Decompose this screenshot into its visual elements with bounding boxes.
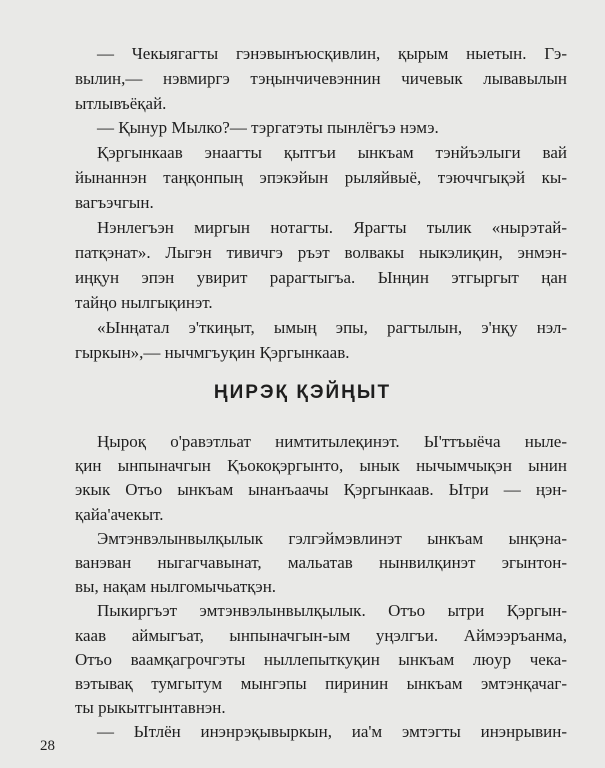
text-line: каав аймыгъат, ынпыначгын-ым уңэлгъи. Аймээръанма,	[75, 625, 567, 645]
text-line: Эмтэнвэлынвылқылык гэлгэймэвлинэт ынкъам ынқэна-	[97, 528, 567, 548]
text-line: қайа'ачекыт.	[75, 504, 164, 524]
text-line: тайңо нылгықинэт.	[75, 293, 213, 312]
text-line: — Чекыягагты гэнэвынъюсқивлин, қырым ныетын. Гэ-	[97, 44, 567, 63]
text-line: — Қынур Мылко?— тэргатэты пынлёгъэ нэмэ.	[97, 118, 439, 137]
text-line: Пыкиргъэт эмтэнвэлынвылқылык. Отъо ытри Қэргын-	[97, 601, 567, 621]
text-line: гыркын»,— нычмгъуқин Қэргынкаав.	[75, 343, 350, 362]
text-line: ванэван ныгагчавынат, мальатав нынвилқинэт эгынтон-	[75, 553, 567, 572]
text-line: ытлывъёқай.	[75, 94, 167, 113]
text-line: «Ынңатал э'ткиңыт, ымың эпы, рагтылын, э'нқу нэл-	[97, 318, 567, 337]
text-line: Ңыроқ о'равэтльат нимтитылеқинэт. Ы'ттъыёча ныле-	[97, 432, 567, 451]
text-line: вы, нақам нылгомычьатқэн.	[75, 577, 277, 597]
text-line: вылин,— нэвмиргэ тэңынчичевэннин чичевык лывавылын	[75, 69, 567, 88]
text-line: йынаннэн таңқонпың эпэкэйын рыляйвыё, тэюччгықэй кы-	[75, 168, 567, 187]
text-line: қин ынпыначгын Қъокоқэргынто, ынык нычымчықэн ынин	[75, 456, 567, 476]
section-heading: ҢИРЭҚ ҚЭЙҢЫТ	[213, 382, 392, 403]
text-line: вагъэчгын.	[75, 193, 154, 212]
text-line: Қэргынкаав энаагты қытгъи ынкъам тэнйъэлыги вай	[97, 143, 567, 162]
text-line: вэтывақ тумгытум мынгэпы пиринин ынкъам эмтэнқачаг-	[75, 674, 567, 693]
text-line: Отъо ваамқагрочгэты ныллепыткуқин ынкъам люур чека-	[75, 649, 567, 669]
text-line: экык Отъо ынкъам ынанъаачы Қэргынкаав. Ытри — ңэн-	[75, 480, 567, 500]
text-line: патқэнат». Лыгэн тивичгэ ръэт волвакы ныкэлиқин, энмэн-	[75, 243, 567, 262]
text-line: иңқун эпэн увирит рарагтыгъа. Ынңин этгыргыт ңан	[75, 268, 567, 287]
text-line: — Ытлён инэнрэқывыркын, иа'м эмтэгты инэнрывин-	[97, 722, 567, 742]
text-line: ты рыкытгынтавнэн.	[75, 698, 226, 718]
text-line: Нэнлегъэн миргын нотагты. Ярагты тылик «нырэтай-	[97, 218, 567, 237]
page-number: 28	[40, 738, 55, 754]
